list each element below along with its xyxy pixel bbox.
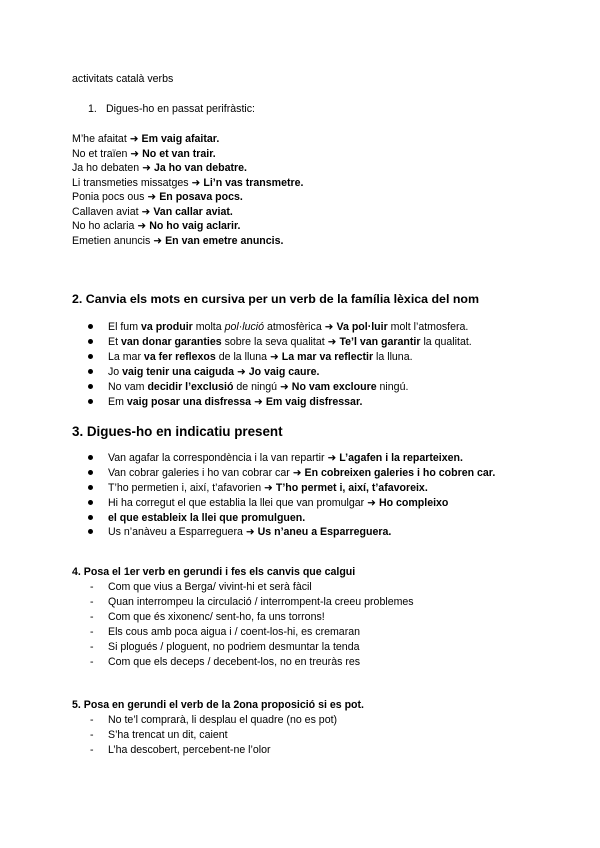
- item-answer: el que estableix la llei que promulguen.: [108, 511, 306, 524]
- item-text: molta: [192, 321, 225, 333]
- item-text: molt l’atmosfera.: [387, 321, 469, 333]
- arrow-icon: ➜: [147, 191, 160, 203]
- item-text: sobre la seva qualitat: [221, 336, 328, 348]
- item-answer: No et van trair.: [142, 147, 216, 160]
- item-text: Us n’anàveu a Esparreguera: [108, 526, 246, 538]
- dash-marker: -: [90, 596, 94, 608]
- arrow-icon: ➜: [367, 497, 379, 509]
- exercise1-item: [72, 205, 233, 219]
- item-verb: va produir: [140, 321, 193, 333]
- dash-marker: -: [90, 626, 94, 638]
- dash-marker: -: [90, 641, 94, 653]
- item-verb: vaig tenir una caiguda: [122, 366, 234, 378]
- item-text: Com que els deceps / decebent-los, no en treuràs res: [108, 656, 361, 668]
- item-text: Callaven aviat: [72, 205, 142, 218]
- item-text: M’he afaitat: [72, 133, 130, 145]
- section2-heading: 2. Canvia els mots en cursiva per un verb de la família lèxica del nom: [72, 292, 479, 306]
- arrow-icon: ➜: [153, 234, 166, 247]
- item-text: No ho aclaria: [72, 220, 138, 232]
- item-text: la qualitat.: [420, 336, 472, 348]
- arrow-icon: ➜: [327, 336, 340, 348]
- item-text: Ponia pocs ous: [72, 191, 148, 203]
- item-text: atmosfèrica: [264, 321, 325, 333]
- exercise1-item: [72, 161, 247, 175]
- item-text: Emetien anuncis: [72, 234, 154, 247]
- section4-heading: 4. Posa el 1er verb en gerundi i fes els canvis que calgui: [72, 566, 356, 578]
- dash-marker: -: [90, 714, 94, 726]
- item-text: Et: [108, 336, 121, 348]
- exercise1-item: [72, 176, 303, 190]
- item-answer: No vam excloure: [291, 381, 377, 393]
- item-text: No et traïen: [72, 147, 131, 160]
- bullet-icon: [88, 515, 93, 520]
- section1-heading-text: Digues-ho en passat perifràstic:: [106, 103, 255, 115]
- item-answer: En posava pocs.: [159, 191, 243, 203]
- item-text: Li transmeties missatges: [72, 176, 192, 189]
- section1-number: 1.: [88, 103, 97, 115]
- arrow-icon: ➜: [236, 366, 249, 378]
- item-verb: vaig posar una disfressa: [126, 396, 252, 408]
- arrow-icon: ➜: [129, 133, 142, 145]
- bullet-icon: [88, 324, 93, 329]
- arrow-icon: ➜: [254, 396, 266, 408]
- item-answer: Em vaig afaitar.: [141, 133, 220, 145]
- item-text: Quan interrompeu la circulació / interrompent-la creeu problemes: [108, 596, 414, 608]
- item-answer: Ja ho van debatre.: [153, 162, 247, 174]
- document-title: activitats català verbs: [72, 73, 174, 85]
- item-answer: Van callar aviat.: [153, 205, 233, 218]
- item-answer: Em vaig disfressar.: [265, 396, 363, 408]
- arrow-icon: ➜: [327, 452, 340, 464]
- item-text: la lluna.: [373, 351, 413, 363]
- dash-marker: -: [90, 611, 94, 623]
- bullet-icon: [88, 529, 93, 534]
- item-answer: En van emetre anuncis.: [165, 234, 284, 247]
- item-answer: En cobreixen galeries i ho cobren car.: [304, 467, 496, 479]
- item-verb: va fer reflexos: [143, 351, 216, 363]
- item-text: Em: [108, 396, 127, 408]
- item-text: Jo: [108, 366, 123, 378]
- item-text: ningú.: [376, 381, 409, 393]
- item-answer: Jo vaig caure.: [248, 366, 320, 378]
- item-text: No te’l comprarà, li desplau el quadre (no es pot): [108, 714, 338, 726]
- item-answer: No ho vaig aclarir.: [149, 220, 241, 232]
- item-answer: Va pol·luir: [336, 321, 388, 333]
- item-text: L’ha descobert, percebent-ne l’olor: [108, 744, 271, 756]
- item-text: No vam: [108, 381, 148, 393]
- section3-heading: 3. Digues-ho en indicatiu present: [72, 424, 283, 439]
- item-text: Ja ho debaten: [72, 162, 143, 174]
- item-text: Hi ha corregut el que establia la llei que van promulgar: [108, 497, 368, 509]
- dash-marker: -: [90, 581, 94, 593]
- item-text: El fum: [108, 321, 141, 333]
- section1-heading: [88, 102, 255, 116]
- arrow-icon: ➜: [279, 381, 292, 393]
- item-answer: Ho compleixo: [378, 497, 449, 509]
- arrow-icon: ➜: [245, 526, 258, 538]
- bullet-icon: [88, 485, 93, 490]
- exercise1-item: [72, 132, 219, 146]
- item-text: Van cobrar galeries i ho van cobrar car: [108, 467, 293, 479]
- item-verb: decidir l’exclusió: [147, 381, 234, 393]
- bullet-icon: [88, 354, 93, 359]
- exercise1-item: [72, 147, 216, 161]
- bullet-icon: [88, 500, 93, 505]
- arrow-icon: ➜: [292, 467, 305, 479]
- item-text: de la lluna: [215, 351, 270, 363]
- arrow-icon: ➜: [137, 220, 150, 232]
- arrow-icon: ➜: [141, 205, 154, 218]
- bullet-icon: [88, 384, 93, 389]
- item-text: Els cous amb poca aigua i / coent-los-hi, es cremaran: [108, 626, 361, 638]
- exercise1-item: [72, 219, 240, 233]
- bullet-icon: [88, 399, 93, 404]
- bullet-icon: [88, 470, 93, 475]
- item-text: Van agafar la correspondència i la van repartir: [108, 452, 328, 464]
- item-text: Com que vius a Berga/ vivint-hi et serà fàcil: [108, 581, 312, 593]
- dash-marker: -: [90, 729, 94, 741]
- item-text: Si plogués / ploguent, no podriem desmuntar la tenda: [108, 641, 360, 653]
- arrow-icon: ➜: [142, 162, 154, 174]
- item-text: S’ha trencat un dit, caient: [108, 729, 228, 741]
- item-answer: Te’l van garantir: [339, 336, 421, 348]
- item-answer: L’agafen i la reparteixen.: [339, 452, 463, 464]
- dash-marker: -: [90, 744, 94, 756]
- dash-marker: -: [90, 656, 94, 668]
- item-italic: pol·lució: [224, 321, 265, 333]
- bullet-icon: [88, 455, 93, 460]
- bullet-icon: [88, 369, 93, 374]
- arrow-icon: ➜: [191, 176, 204, 189]
- exercise1-item: [72, 190, 243, 204]
- arrow-icon: ➜: [130, 147, 143, 160]
- section5-heading: 5. Posa en gerundi el verb de la 2ona proposició si es pot.: [72, 699, 364, 711]
- arrow-icon: ➜: [264, 482, 276, 494]
- item-text: La mar: [108, 351, 144, 363]
- arrow-icon: ➜: [324, 321, 337, 333]
- item-verb: van donar garanties: [120, 336, 222, 348]
- exercise1-item: [72, 234, 283, 248]
- bullet-icon: [88, 339, 93, 344]
- item-text: de ningú: [233, 381, 280, 393]
- item-answer: Li’n vas transmetre.: [203, 176, 304, 189]
- item-answer: T’ho permet i, així, t’afavoreix.: [275, 482, 428, 494]
- item-answer: La mar va reflectir: [281, 351, 374, 363]
- arrow-icon: ➜: [269, 351, 282, 363]
- item-answer: Us n’aneu a Esparreguera.: [257, 526, 392, 538]
- item-text: Com que és xixonenc/ sent-ho, fa uns torrons!: [108, 611, 325, 623]
- item-text: T’ho permetien i, així, t’afavorien: [108, 482, 265, 494]
